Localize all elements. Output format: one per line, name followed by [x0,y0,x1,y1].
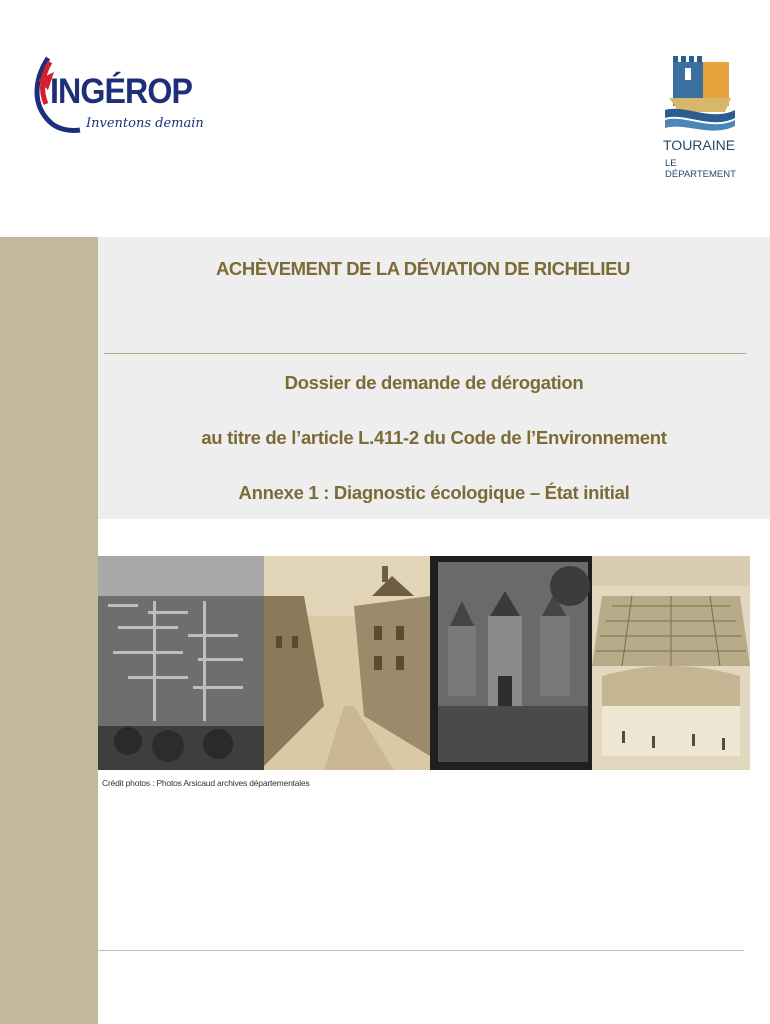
side-band [0,237,98,1024]
chateau-engraving-image-icon [592,556,750,770]
aerial-town-photo [98,556,264,770]
subtitle-annexe: Annexe 1 : Diagnostic écologique – État initial [238,482,630,503]
aerial-view-image-icon [98,556,264,770]
bottom-divider [98,950,744,951]
grand-rue-postcard [264,556,430,770]
photo-strip [98,556,750,772]
ingerop-tagline: Inventons demain [86,116,204,131]
photo-credit: Crédit photos : Photos Arsicaud archives départementales [102,778,310,788]
gate-postcard-image-icon [430,556,592,770]
ingerop-brand: INGÉROP [50,72,193,111]
town-gate-postcard [430,556,592,770]
touraine-subtitle: LE DÉPARTEMENT [665,158,736,180]
subtitle-article: au titre de l’article L.411-2 du Code de l’Environnement [201,427,667,448]
touraine-name: TOURAINE [663,137,736,153]
touraine-tower-icon [655,48,745,136]
title-divider [104,353,746,354]
page-title: ACHÈVEMENT DE LA DÉVIATION DE RICHELIEU [215,258,631,279]
chateau-engraving [592,556,750,770]
street-postcard-image-icon [264,556,430,770]
subtitle-dossier: Dossier de demande de dérogation [284,372,584,393]
